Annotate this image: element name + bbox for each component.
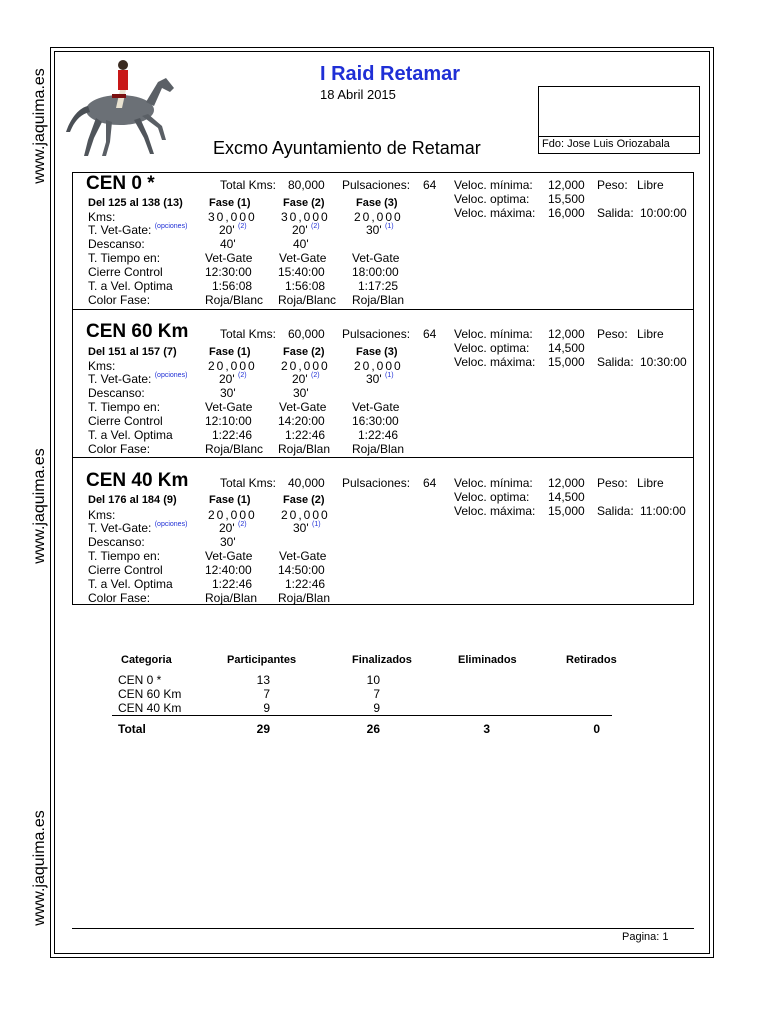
vetgate-sup: (1) (384, 372, 394, 379)
veloc-optima-value: 14,500 (548, 341, 585, 355)
phase-vetgate (366, 372, 394, 386)
page-number: Pagina: 1 (622, 931, 669, 943)
vetgate-sup: (2) (310, 223, 320, 230)
phase-color: Roja/Blanc (205, 293, 264, 307)
summary-total-finalizados: 26 (366, 722, 380, 736)
vetgate-value: 20' (292, 223, 308, 237)
summary-total-participantes: 29 (256, 722, 270, 736)
veloc-maxima-value: 16,000 (548, 206, 585, 220)
phase-header: Fase (1) (209, 197, 251, 209)
vetgate-value: 30' (366, 372, 382, 386)
opciones-note: (opciones) (154, 372, 188, 379)
category-name: CEN 40 Km (86, 470, 189, 491)
phase-cierre: 16:30:00 (352, 414, 399, 428)
salida-label: Salida: (597, 504, 634, 518)
summary-row-finalizados: 10 (366, 673, 380, 687)
vetgate-sup: (2) (237, 223, 247, 230)
peso-value: Libre (637, 327, 664, 341)
veloc-minima-label: Veloc. mínima: (454, 476, 533, 490)
summary-header-eliminados: Eliminados (458, 654, 517, 666)
phase-color: Roja/Blan (205, 591, 258, 605)
phase-avel: 1:22:46 (285, 428, 326, 442)
phase-cierre: 15:40:00 (278, 265, 325, 279)
cierre-label: Cierre Control (88, 414, 163, 428)
phase-cierre: 18:00:00 (352, 265, 399, 279)
phase-color: Roja/Blan (278, 591, 331, 605)
phase-vetgate (292, 372, 320, 386)
salida-label: Salida: (597, 355, 634, 369)
vetgate-row-label (88, 223, 187, 237)
peso-value: Libre (637, 476, 664, 490)
veloc-minima-value: 12,000 (548, 476, 585, 490)
pulsaciones-value: 64 (423, 178, 437, 192)
phase-header: Fase (1) (209, 346, 251, 358)
phase-kms: 20,000 (281, 359, 330, 373)
phase-vetgate (293, 521, 321, 535)
vetgate-value: 30' (366, 223, 382, 237)
summary-row-category: CEN 40 Km (118, 701, 182, 715)
phase-tiempo: Vet-Gate (205, 400, 253, 414)
phase-header: Fase (3) (356, 197, 398, 209)
vetgate-sup: (1) (384, 223, 394, 230)
veloc-maxima-label: Veloc. máxima: (454, 355, 536, 369)
tiempo-label: T. Tiempo en: (88, 549, 161, 563)
vetgate-row-label (88, 372, 187, 386)
pulsaciones-label: Pulsaciones: (342, 476, 411, 490)
veloc-optima-value: 14,500 (548, 490, 585, 504)
side-url-middle: www.jaquima.es (31, 448, 48, 564)
phase-tiempo: Vet-Gate (279, 549, 327, 563)
salida-value: 10:30:00 (640, 355, 687, 369)
salida-value: 10:00:00 (640, 206, 687, 220)
phase-avel: 1:17:25 (358, 279, 399, 293)
descanso-label: Descanso: (88, 237, 145, 251)
phase-color: Roja/Blanc (205, 442, 264, 456)
summary-header-categoria: Categoria (121, 654, 172, 666)
total-kms-value: 40,000 (288, 476, 325, 490)
phase-color: Roja/Blan (352, 293, 405, 307)
organizer: Excmo Ayuntamiento de Retamar (213, 138, 481, 158)
summary-total-eliminados: 3 (483, 722, 490, 736)
veloc-optima-label: Veloc. optima: (454, 341, 530, 355)
pulsaciones-label: Pulsaciones: (342, 178, 411, 192)
total-kms-value: 80,000 (288, 178, 325, 192)
vetgate-value: 20' (292, 372, 308, 386)
phase-vetgate (219, 372, 247, 386)
phase-kms: 20,000 (354, 359, 403, 373)
event-date: 18 Abril 2015 (320, 87, 396, 102)
color-label: Color Fase: (88, 442, 151, 456)
pulsaciones-label: Pulsaciones: (342, 327, 411, 341)
phase-avel: 1:22:46 (212, 428, 253, 442)
sections-bottom-rule (72, 604, 694, 605)
phase-avel: 1:22:46 (285, 577, 326, 591)
summary-header-participantes: Participantes (227, 654, 297, 666)
phase-header: Fase (3) (356, 346, 398, 358)
peso-label: Peso: (597, 476, 628, 490)
kms-label: Kms: (88, 359, 116, 373)
phase-vetgate (219, 223, 247, 237)
phase-vetgate (292, 223, 320, 237)
total-kms-value: 60,000 (288, 327, 325, 341)
range-label: Del 176 al 184 (9) (88, 494, 177, 506)
phase-color: Roja/Blanc (278, 293, 337, 307)
descanso-label: Descanso: (88, 386, 145, 400)
phase-kms: 20,000 (354, 210, 403, 224)
phase-tiempo: Vet-Gate (279, 251, 327, 265)
veloc-maxima-label: Veloc. máxima: (454, 504, 536, 518)
vetgate-label: T. Vet-Gate: (88, 521, 152, 535)
vetgate-value: 20' (219, 521, 235, 535)
phase-cierre: 14:20:00 (278, 414, 325, 428)
phase-cierre: 12:30:00 (205, 265, 252, 279)
category-name: CEN 60 Km (86, 321, 189, 342)
phase-avel: 1:56:08 (285, 279, 326, 293)
summary-total-label: Total (118, 722, 146, 736)
phase-tiempo: Vet-Gate (352, 400, 400, 414)
phase-avel: 1:22:46 (358, 428, 399, 442)
summary-row-category: CEN 60 Km (118, 687, 182, 701)
phase-cierre: 12:40:00 (205, 563, 252, 577)
vetgate-sup: (2) (237, 521, 247, 528)
vetgate-value: 20' (219, 223, 235, 237)
phase-avel: 1:56:08 (212, 279, 253, 293)
side-url-top: www.jaquima.es (31, 68, 48, 184)
phase-tiempo: Vet-Gate (205, 251, 253, 265)
summary-row-participantes: 13 (256, 673, 270, 687)
phase-tiempo: Vet-Gate (279, 400, 327, 414)
phase-tiempo: Vet-Gate (205, 549, 253, 563)
color-label: Color Fase: (88, 591, 151, 605)
vetgate-value: 30' (293, 521, 309, 535)
phase-kms: 20,000 (208, 508, 257, 522)
summary-header-retirados: Retirados (566, 654, 617, 666)
phase-tiempo: Vet-Gate (352, 251, 400, 265)
veloc-minima-value: 12,000 (548, 178, 585, 192)
vetgate-label: T. Vet-Gate: (88, 223, 152, 237)
opciones-note: (opciones) (154, 223, 188, 230)
category-name: CEN 0 * (86, 173, 155, 194)
phase-descanso: 30' (220, 535, 236, 549)
veloc-minima-label: Veloc. mínima: (454, 327, 533, 341)
veloc-optima-label: Veloc. optima: (454, 490, 530, 504)
veloc-maxima-value: 15,000 (548, 355, 585, 369)
phase-header: Fase (2) (283, 494, 325, 506)
descanso-label: Descanso: (88, 535, 145, 549)
summary-row-category: CEN 0 * (118, 673, 162, 687)
kms-label: Kms: (88, 210, 116, 224)
signature-line (538, 136, 700, 137)
phase-descanso: 40' (220, 237, 236, 251)
avel-label: T. a Vel. Optima (88, 577, 173, 591)
phase-color: Roja/Blan (278, 442, 331, 456)
kms-label: Kms: (88, 508, 116, 522)
event-title: I Raid Retamar (320, 63, 461, 85)
side-url-bottom: www.jaquima.es (31, 810, 48, 926)
summary-total-rule (112, 715, 612, 716)
total-kms-label: Total Kms: (220, 178, 277, 192)
phase-descanso: 40' (293, 237, 309, 251)
total-kms-label: Total Kms: (220, 476, 277, 490)
phase-cierre: 12:10:00 (205, 414, 252, 428)
phase-header: Fase (2) (283, 197, 325, 209)
vetgate-value: 20' (219, 372, 235, 386)
salida-value: 11:00:00 (640, 504, 686, 518)
tiempo-label: T. Tiempo en: (88, 400, 161, 414)
footer-rule (72, 928, 694, 929)
vetgate-sup: (2) (310, 372, 320, 379)
peso-label: Peso: (597, 178, 628, 192)
phase-avel: 1:22:46 (212, 577, 253, 591)
range-label: Del 125 al 138 (13) (88, 197, 183, 209)
veloc-maxima-label: Veloc. máxima: (454, 206, 536, 220)
peso-label: Peso: (597, 327, 628, 341)
phase-color: Roja/Blan (352, 442, 405, 456)
summary-row-finalizados: 9 (373, 701, 380, 715)
summary-row-participantes: 7 (263, 687, 270, 701)
vetgate-sup: (2) (237, 372, 247, 379)
pulsaciones-value: 64 (423, 327, 437, 341)
peso-value: Libre (637, 178, 664, 192)
cierre-label: Cierre Control (88, 265, 163, 279)
summary-row-finalizados: 7 (373, 687, 380, 701)
phase-header: Fase (2) (283, 346, 325, 358)
veloc-optima-value: 15,500 (548, 192, 585, 206)
phase-kms: 30,000 (208, 210, 257, 224)
signature-label: Fdo: Jose Luis Oriozabala (542, 138, 670, 150)
salida-label: Salida: (597, 206, 634, 220)
range-label: Del 151 al 157 (7) (88, 346, 177, 358)
phase-cierre: 14:50:00 (278, 563, 325, 577)
phase-kms: 20,000 (208, 359, 257, 373)
summary-row-participantes: 9 (263, 701, 270, 715)
avel-label: T. a Vel. Optima (88, 428, 173, 442)
veloc-minima-label: Veloc. mínima: (454, 178, 533, 192)
horse-rider-logo (62, 58, 180, 160)
phase-vetgate (219, 521, 247, 535)
phase-kms: 20,000 (281, 508, 330, 522)
tiempo-label: T. Tiempo en: (88, 251, 161, 265)
vetgate-label: T. Vet-Gate: (88, 372, 152, 386)
opciones-note: (opciones) (154, 521, 188, 528)
vetgate-sup: (1) (311, 521, 321, 528)
veloc-minima-value: 12,000 (548, 327, 585, 341)
summary-header-finalizados: Finalizados (352, 654, 412, 666)
veloc-maxima-value: 15,000 (548, 504, 585, 518)
pulsaciones-value: 64 (423, 476, 437, 490)
phase-kms: 30,000 (281, 210, 330, 224)
cierre-label: Cierre Control (88, 563, 163, 577)
phase-descanso: 30' (220, 386, 236, 400)
avel-label: T. a Vel. Optima (88, 279, 173, 293)
color-label: Color Fase: (88, 293, 151, 307)
phase-vetgate (366, 223, 394, 237)
phase-header: Fase (1) (209, 494, 251, 506)
veloc-optima-label: Veloc. optima: (454, 192, 530, 206)
phase-descanso: 30' (293, 386, 309, 400)
summary-total-retirados: 0 (593, 722, 600, 736)
total-kms-label: Total Kms: (220, 327, 277, 341)
vetgate-row-label (88, 521, 187, 535)
